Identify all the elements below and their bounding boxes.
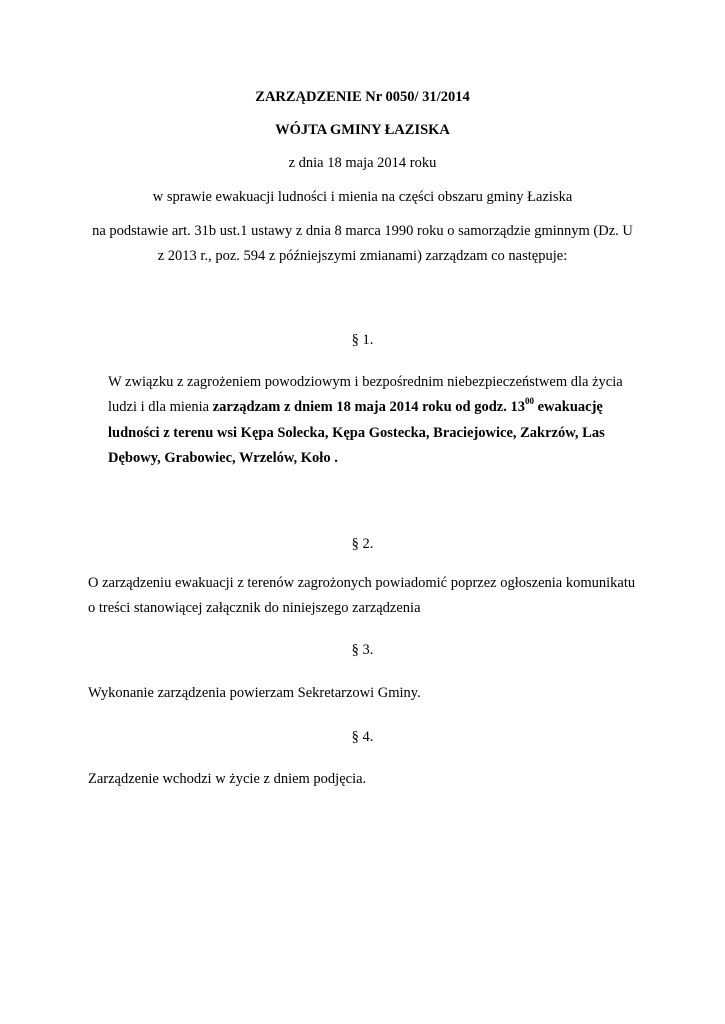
section-1-line-2-bold: zarządzam z dniem 18 maja 2014 roku od godz. 13 <box>212 399 525 415</box>
section-1-line-2 <box>108 398 603 416</box>
section-1-line-4: Dębowy, Grabowiec, Wrzelów, Koło . <box>108 450 338 466</box>
section-2-line-2: o treści stanowiącej załącznik do niniejszego zarządzenia <box>88 600 421 616</box>
section-4-text: Zarządzenie wchodzi w życie z dniem podjęcia. <box>88 771 367 787</box>
legal-basis-line-1: na podstawie art. 31b ust.1 ustawy z dnia 8 marca 1990 roku o samorządzie gminnym (Dz. U <box>92 223 633 239</box>
document-title: ZARZĄDZENIE Nr 0050/ 31/2014 <box>255 89 470 105</box>
section-1-line-2-bold-end: ewakuację <box>533 399 603 415</box>
section-4-heading: § 4. <box>351 729 374 745</box>
legal-basis-line-2: z 2013 r., poz. 594 z późniejszymi zmianami) zarządzam co następuje: <box>157 248 568 264</box>
section-1-heading: § 1. <box>351 332 374 348</box>
section-3-text: Wykonanie zarządzenia powierzam Sekretarzowi Gminy. <box>88 685 421 701</box>
section-1-line-2-normal: ludzi i dla mienia <box>108 399 213 415</box>
section-1-hour-superscript: 00 <box>524 396 534 406</box>
section-3-heading: § 3. <box>351 642 374 658</box>
document-subject: w sprawie ewakuacji ludności i mienia na części obszaru gminy Łaziska <box>152 189 573 205</box>
section-1-line-3: ludności z terenu wsi Kępa Solecka, Kępa Gostecka, Braciejowice, Zakrzów, Las <box>108 425 605 441</box>
issuer-heading: WÓJTA GMINY ŁAZISKA <box>275 122 450 138</box>
section-1-line-1: W związku z zagrożeniem powodziowym i bezpośrednim niebezpieczeństwem dla życia <box>108 374 623 390</box>
document-date: z dnia 18 maja 2014 roku <box>288 155 437 171</box>
section-2-line-1: O zarządzeniu ewakuacji z terenów zagrożonych powiadomić poprzez ogłoszenia komunikatu <box>88 575 636 591</box>
section-2-heading: § 2. <box>351 536 374 552</box>
